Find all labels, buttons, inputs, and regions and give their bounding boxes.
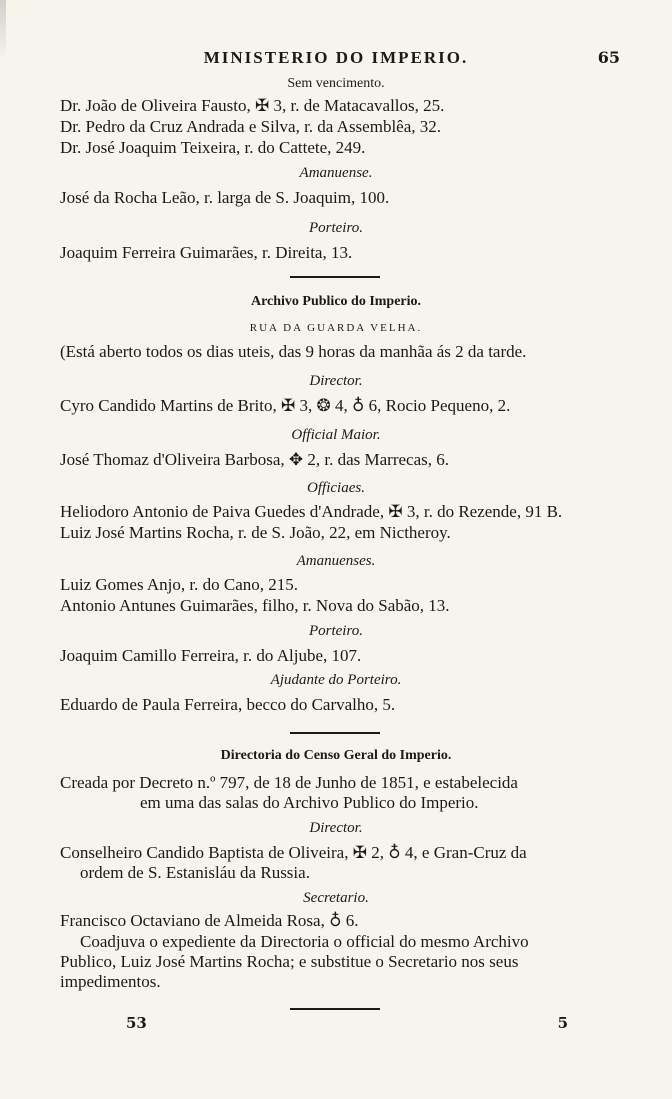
page-number: 65: [597, 48, 620, 67]
ajudante-heading: Ajudante do Porteiro.: [270, 672, 402, 688]
censo-intro-line: em uma das salas do Archivo Publico do Imperio.: [140, 793, 479, 812]
archivo-title: Archivo Publico do Imperio.: [250, 294, 422, 309]
page-title: MINISTERIO DO IMPERIO.: [203, 48, 469, 67]
section-divider: [290, 732, 380, 734]
list-item: José da Rocha Leão, r. larga de S. Joaquim, 100.: [60, 188, 390, 207]
list-item: Joaquim Ferreira Guimarães, r. Direita, 13.: [60, 243, 353, 262]
list-item: Cyro Candido Martins de Brito, ✠ 3, ❂ 4, ♁ 6, Rocio Pequeno, 2.: [60, 396, 511, 415]
list-item: Conselheiro Candido Baptista de Oliveira, ✠ 2, ♁ 4, e Gran-Cruz da: [60, 843, 527, 862]
director-heading: Director.: [309, 820, 363, 836]
list-item: Luiz José Martins Rocha, r. de S. João, 22, em Nictheroy.: [60, 523, 451, 542]
director-heading: Director.: [309, 373, 363, 389]
porteiro-heading: Porteiro.: [308, 220, 364, 236]
list-item: Joaquim Camillo Ferreira, r. do Aljube, 107.: [60, 646, 362, 665]
officiaes-heading: Officiaes.: [307, 480, 365, 496]
section-divider: [290, 276, 380, 278]
footer-page-number: 5: [557, 1014, 568, 1032]
amanuense-heading: Amanuense.: [299, 165, 373, 181]
secretario-heading: Secretario.: [303, 890, 369, 906]
sem-vencimento-heading: Sem vencimento.: [287, 76, 385, 91]
list-item: Francisco Octaviano de Almeida Rosa, ♁ 6.: [60, 911, 359, 930]
porteiro-heading: Porteiro.: [308, 623, 364, 639]
list-item: ordem de S. Estanisláu da Russia.: [80, 863, 310, 882]
list-item: Heliodoro Antonio de Paiva Guedes d'Andrade, ✠ 3, r. do Rezende, 91 B.: [60, 502, 563, 521]
list-item: Dr. Pedro da Cruz Andrada e Silva, r. da Assemblêa, 32.: [60, 117, 442, 136]
list-item: Luiz Gomes Anjo, r. do Cano, 215.: [60, 575, 298, 594]
list-item: Antonio Antunes Guimarães, filho, r. Nova do Sabão, 13.: [60, 596, 450, 615]
archivo-street: RUA DA GUARDA VELHA.: [249, 322, 423, 334]
censo-note-line: impedimentos.: [60, 972, 161, 991]
amanuenses-heading: Amanuenses.: [296, 553, 376, 569]
list-item: Eduardo de Paula Ferreira, becco do Carvalho, 5.: [60, 695, 396, 714]
censo-intro-line: Creada por Decreto n.º 797, de 18 de Junho de 1851, e estabelecida: [60, 773, 518, 792]
page-header: [0, 48, 672, 74]
signature-mark: 53: [126, 1014, 147, 1032]
official-maior-heading: Official Maior.: [291, 427, 381, 443]
footer-divider: [290, 1008, 380, 1010]
censo-note-line: Coadjuva o expediente da Directoria o official do mesmo Archivo: [80, 932, 529, 951]
list-item: José Thomaz d'Oliveira Barbosa, ✥ 2, r. das Marrecas, 6.: [60, 450, 449, 469]
censo-note-line: Publico, Luiz José Martins Rocha; e substitue o Secretario nos seus: [60, 952, 519, 971]
list-item: Dr. João de Oliveira Fausto, ✠ 3, r. de Matacavallos, 25.: [60, 96, 445, 115]
censo-title: Directoria do Censo Geral do Imperio.: [220, 748, 452, 763]
archivo-hours: (Está aberto todos os dias uteis, das 9 horas da manhãa ás 2 da tarde.: [60, 342, 527, 361]
list-item: Dr. José Joaquim Teixeira, r. do Cattete, 249.: [60, 138, 366, 157]
